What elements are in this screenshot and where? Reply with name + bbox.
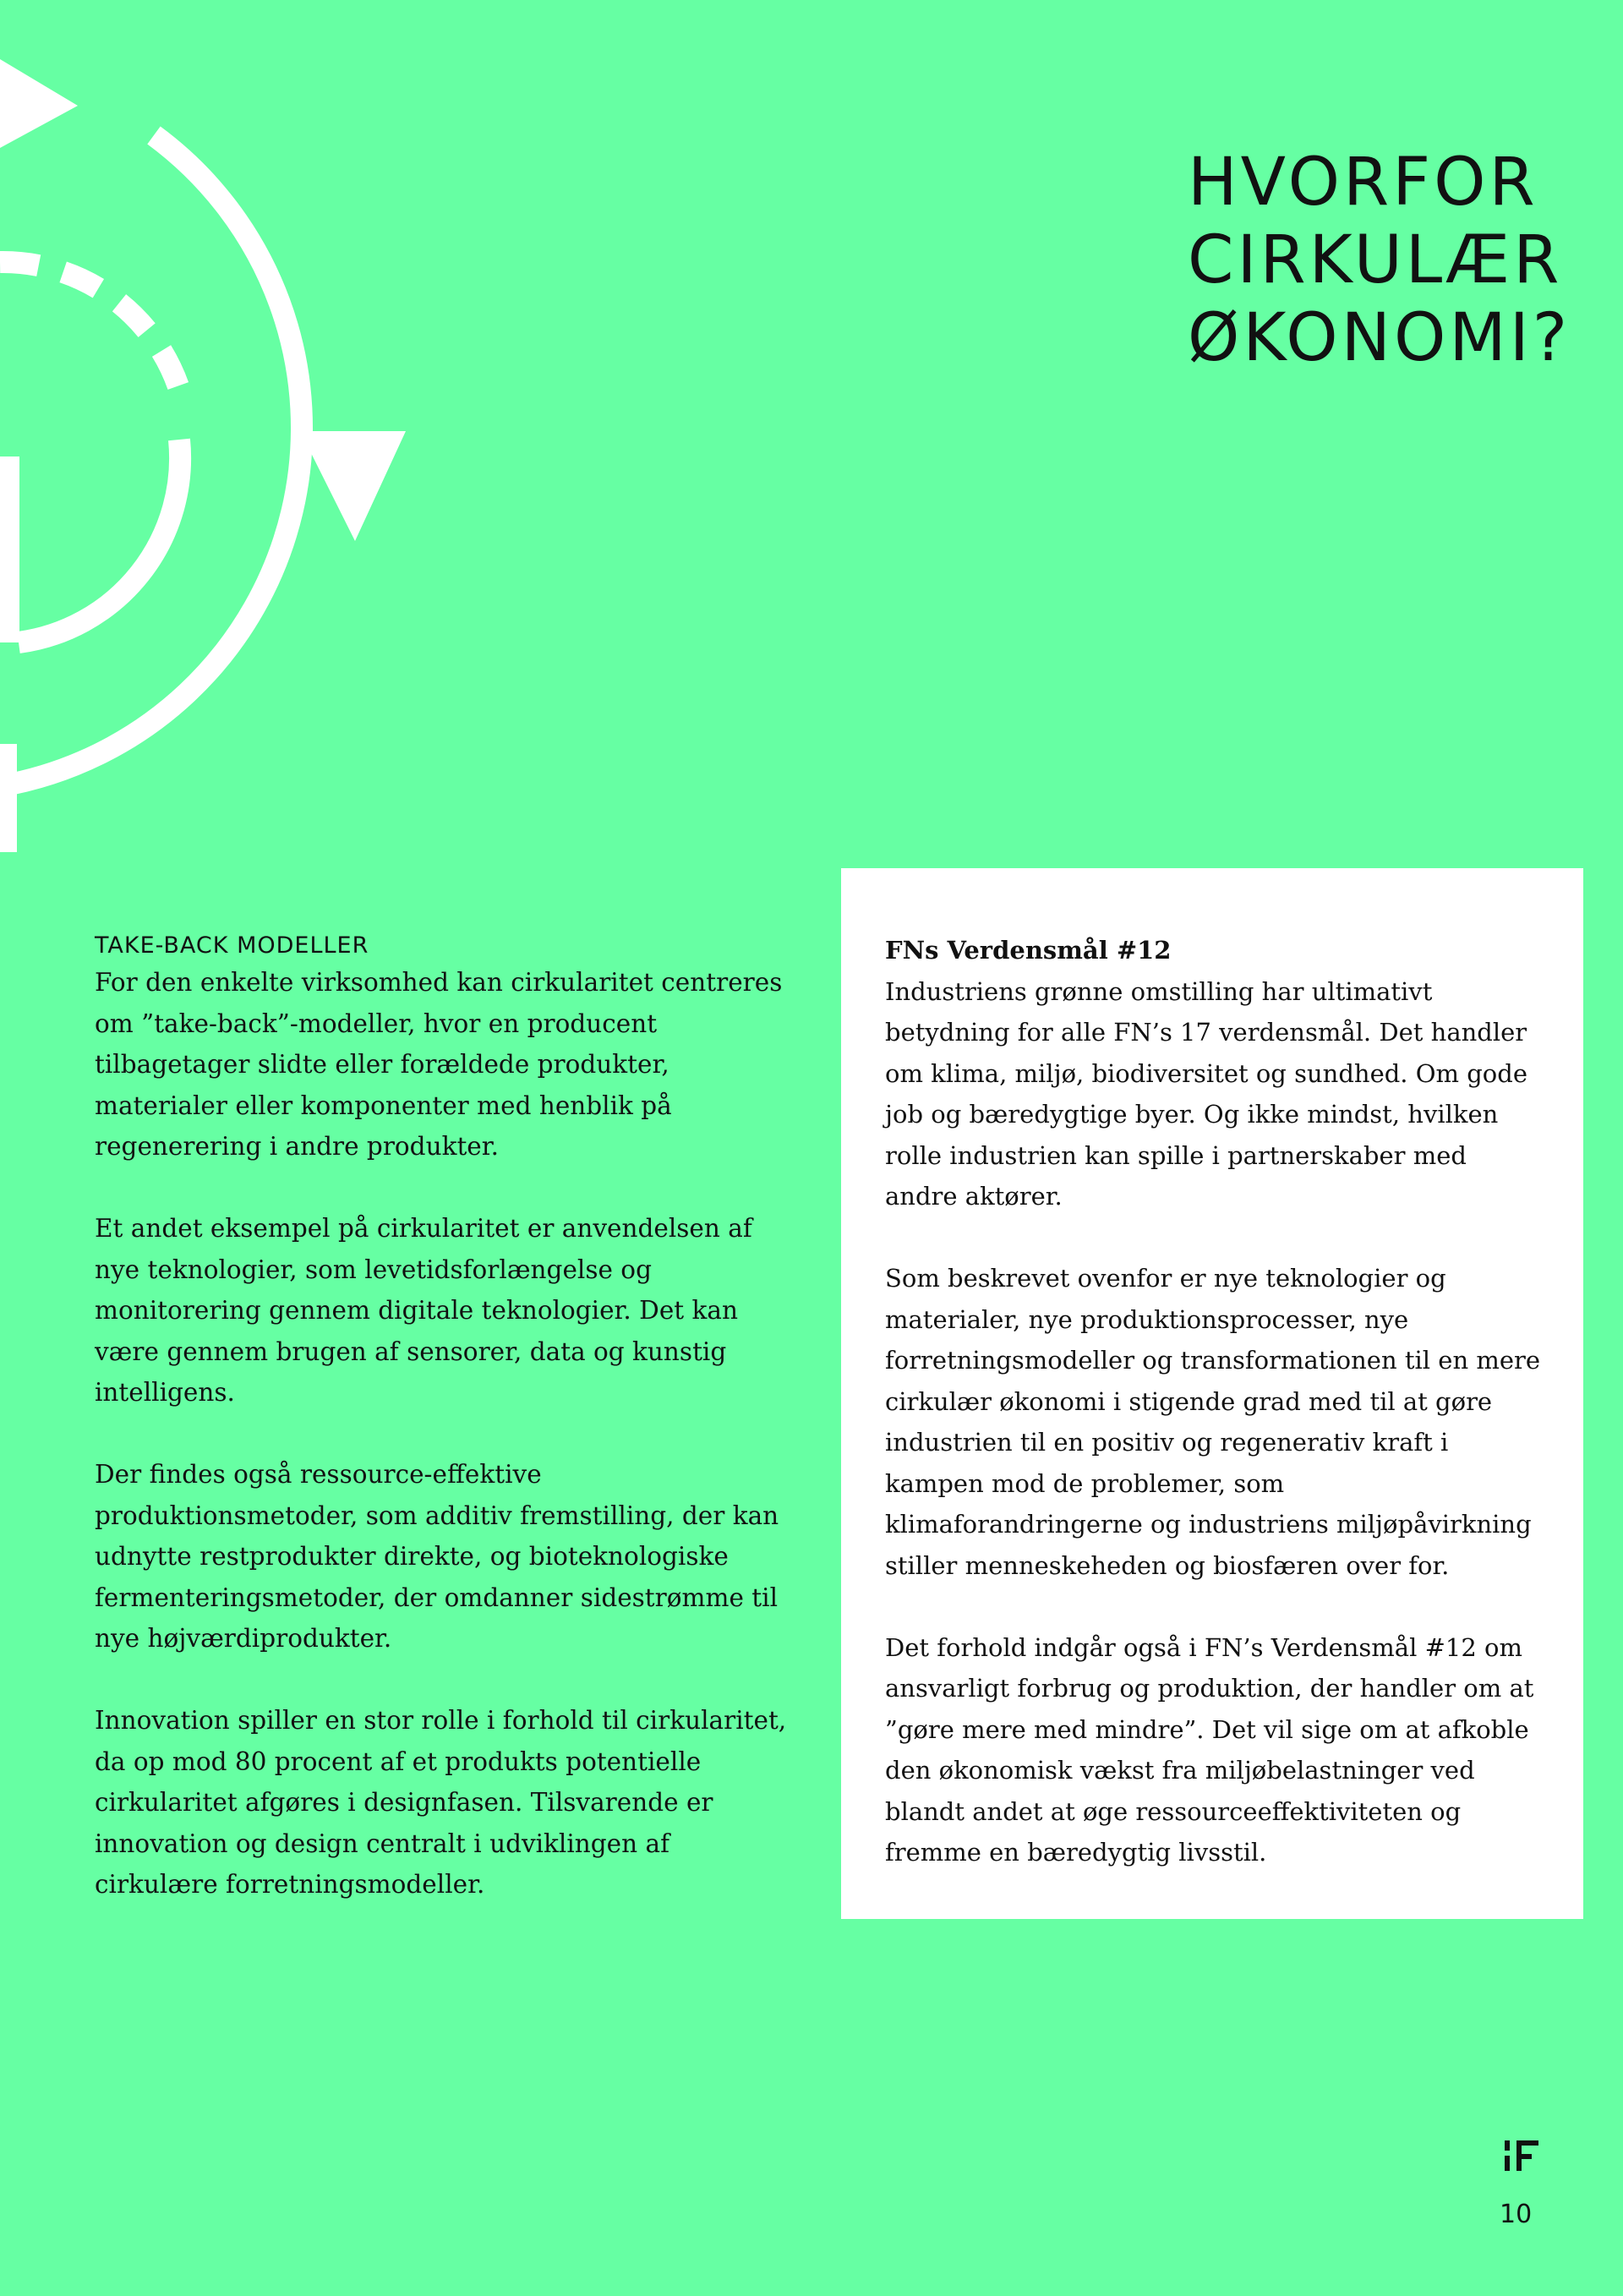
left-paragraph-4: Innovation spiller en stor rolle i forhold til cirkularitet, da op mod 80 procent af et produkts potentielle cirkularitet afgøres i designfasen. Tilsvarende er innovation og design centralt i udviklingen af cirkulære forretningsmodeller. <box>95 1706 787 1899</box>
box-paragraph-1: Industriens grønne omstilling har ultimativt betydning for alle FN’s 17 verdensmål. Det handler om klima, miljø, biodiversitet og sundhed. Om gode job og bæredygtige byer. Og ikke mindst, hvilken rolle industrien kan spille i partnerskaber med andre aktører. <box>885 976 1527 1211</box>
inner-dashed-arc <box>0 262 179 389</box>
arrowhead-bottom <box>0 744 17 852</box>
box-paragraph-3: Det forhold indgår også i FN’s Verdensmål #12 om ansvarligt forbrug og produktion, der handler om at ”gøre mere med mindre”. Det vil sige om at afkoble den økonomisk vækst fra miljøbelastninger ved blandt andet at øge ressourceeffektiviteten og fremme en bæredygtig livsstil. <box>885 1632 1534 1867</box>
headline-line-1: HVORFOR <box>1188 145 1538 221</box>
arrowhead-top <box>0 59 78 148</box>
headline-line-3: ØKONOMI? <box>1188 300 1571 376</box>
arrowhead-right <box>300 431 406 541</box>
left-column <box>95 930 796 1946</box>
headline-line-2: CIRKULÆR <box>1188 222 1563 298</box>
left-paragraph-1: For den enkelte virksomhed kan cirkularitet centreres om ”take-back”-modeller, hvor en producent tilbagetager slidte eller forældede produkter, materialer eller komponenter med henblik på regenerering i andre produkter. <box>95 968 783 1161</box>
left-paragraph-3: Der findes også ressource-effektive produktionsmetoder, som additiv fremstilling, der kan udnytte restprodukter direkte, og bioteknologiske fermenteringsmetoder, der omdanner sidestrømme til nye højværdiprodukter. <box>95 1460 779 1653</box>
box-heading: FNs Verdensmål #12 <box>885 936 1172 965</box>
page-headline <box>1188 144 1571 377</box>
section-heading: TAKE-BACK MODELLER <box>95 932 369 959</box>
page-number: 10 <box>1500 2200 1533 2229</box>
inner-solid-arc <box>19 440 180 642</box>
box-paragraph-2: Som beskrevet ovenfor er nye teknologier og materialer, nye produktionsprocesser, nye forretningsmodeller og transformationen til en mere cirkulær økonomi i stigende grad med til at gøre industrien til en positiv og regenerativ kraft i kampen mod de problemer, som klimaforandringerne og industriens miljøpåvirkning stiller menneskeheden og biosfæren over for. <box>885 1264 1541 1580</box>
outer-arc <box>0 135 302 786</box>
left-paragraph-2: Et andet eksempel på cirkularitet er anvendelsen af nye teknologier, som levetidsforlængelse og monitorering gennem digitale teknologier. Det kan være gennem brugen af sensorer, data og kunstig intelligens. <box>95 1214 752 1407</box>
circular-arrows-decoration <box>0 0 473 879</box>
di-logo-icon <box>1505 2140 1538 2174</box>
sdg-info-box <box>841 868 1583 1919</box>
